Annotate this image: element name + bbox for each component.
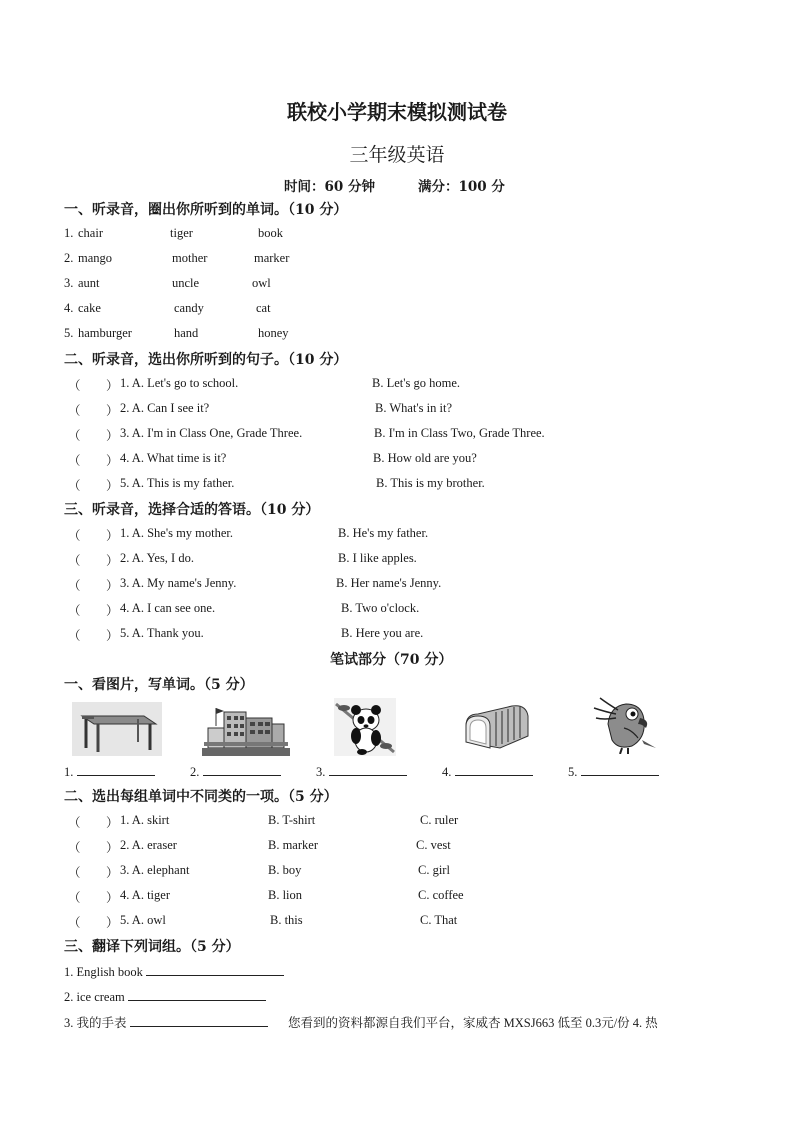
option-b: B. marker — [268, 838, 318, 852]
option-b: B. Her name's Jenny. — [336, 576, 442, 590]
option-b: B. T-shirt — [268, 813, 316, 827]
word-a: hamburger — [78, 326, 132, 340]
option-b: B. I'm in Class Two, Grade Three. — [374, 426, 545, 440]
watermark-text: 您看到的资料都源自我们平台，家威杏 MXSJ663 低至 0.3元/份 4. 热 — [288, 1016, 658, 1030]
option-a: 2. A. eraser — [120, 838, 177, 852]
option-b: B. Two o'clock. — [341, 601, 420, 615]
section-heading: 三、翻译下列词组。（5 分） — [64, 939, 240, 955]
option-b: B. lion — [268, 888, 303, 902]
panda-icon — [334, 698, 396, 756]
option-c: C. ruler — [420, 813, 459, 827]
answer-paren-close: ） — [106, 479, 119, 493]
answer-blank[interactable] — [581, 763, 659, 776]
answer-paren-open: （ — [68, 816, 81, 830]
option-b: B. I like apples. — [338, 551, 417, 565]
option-b: B. This is my brother. — [376, 476, 485, 490]
translation-item-2: 2. ice cream — [64, 988, 266, 1005]
answer-paren-open: （ — [68, 479, 81, 493]
page-subtitle: 三年级英语 — [349, 144, 445, 166]
word-c: owl — [252, 276, 271, 290]
row-number: 5. — [64, 326, 74, 340]
section-heading: 二、选出每组单词中不同类的一项。（5 分） — [64, 789, 338, 805]
answer-paren-close: ） — [106, 629, 119, 643]
word-c: book — [258, 226, 283, 240]
answer-paren-close: ） — [106, 604, 119, 618]
answer-paren-close: ） — [106, 404, 119, 418]
option-a: 4. A. What time is it? — [120, 451, 227, 465]
answer-paren-close: ） — [106, 891, 119, 905]
option-a: 4. A. tiger — [120, 888, 170, 902]
answer-paren-close: ） — [106, 554, 119, 568]
word-c: honey — [258, 326, 289, 340]
option-a: 5. A. owl — [120, 913, 166, 927]
answer-blank[interactable] — [77, 763, 155, 776]
answer-paren-open: （ — [68, 604, 81, 618]
answer-paren-close: ） — [106, 429, 119, 443]
picture-label-1: 1. — [64, 763, 155, 780]
answer-paren-close: ） — [106, 841, 119, 855]
answer-paren-open: （ — [68, 429, 81, 443]
row-number: 1. — [64, 226, 74, 240]
row-number: 2. — [64, 251, 74, 265]
option-b: B. How old are you? — [373, 451, 477, 465]
word-a: mango — [78, 251, 113, 265]
option-b: B. boy — [268, 863, 302, 877]
answer-paren-open: （ — [68, 579, 81, 593]
row-number: 3. — [64, 276, 74, 290]
answer-paren-open: （ — [68, 841, 81, 855]
answer-paren-open: （ — [68, 379, 81, 393]
option-a: 1. A. She's my mother. — [120, 526, 234, 540]
word-c: marker — [254, 251, 290, 265]
option-b: B. He's my father. — [338, 526, 429, 540]
word-b: tiger — [170, 226, 193, 240]
option-a: 1. A. skirt — [120, 813, 170, 827]
row-number: 4. — [64, 301, 74, 315]
word-a: aunt — [78, 276, 100, 290]
picture-label-2: 2. — [190, 763, 281, 780]
section-heading: 三、听录音，选择合适的答语。（10 分） — [64, 502, 320, 518]
option-b: B. What's in it? — [375, 401, 453, 415]
school-icon — [202, 704, 290, 756]
option-b: B. this — [270, 913, 303, 927]
translation-item-1: 1. English book — [64, 963, 284, 980]
bread-icon — [460, 698, 534, 754]
option-a: 1. A. Let's go to school. — [120, 376, 239, 390]
picture-label-3: 3. — [316, 763, 407, 780]
picture-label-5: 5. — [568, 763, 659, 780]
answer-paren-close: ） — [106, 379, 119, 393]
answer-blank[interactable] — [203, 763, 281, 776]
option-b: B. Let's go home. — [372, 376, 461, 390]
option-c: C. vest — [416, 838, 451, 852]
option-b: B. Here you are. — [341, 626, 424, 640]
table-icon — [72, 702, 162, 756]
option-a: 3. A. My name's Jenny. — [120, 576, 237, 590]
answer-paren-open: （ — [68, 554, 81, 568]
answer-paren-open: （ — [68, 866, 81, 880]
word-b: mother — [172, 251, 208, 265]
section-heading: 一、看图片，写单词。（5 分） — [64, 677, 254, 693]
answer-paren-open: （ — [68, 916, 81, 930]
answer-blank[interactable] — [130, 1014, 268, 1027]
option-c: C. That — [420, 913, 458, 927]
answer-paren-open: （ — [68, 454, 81, 468]
answer-blank[interactable] — [146, 963, 284, 976]
answer-paren-close: ） — [106, 454, 119, 468]
word-b: candy — [174, 301, 204, 315]
answer-paren-open: （ — [68, 891, 81, 905]
option-a: 2. A. Yes, I do. — [120, 551, 194, 565]
translation-item-3: 3. 我的手表 — [64, 1013, 268, 1031]
bird-icon — [588, 694, 660, 754]
picture-label-4: 4. — [442, 763, 533, 780]
answer-paren-close: ） — [106, 529, 119, 543]
answer-paren-close: ） — [106, 916, 119, 930]
option-a: 3. A. I'm in Class One, Grade Three. — [120, 426, 303, 440]
option-c: C. coffee — [418, 888, 464, 902]
word-b: hand — [174, 326, 199, 340]
option-a: 2. A. Can I see it? — [120, 401, 210, 415]
answer-paren-close: ） — [106, 866, 119, 880]
word-a: chair — [78, 226, 103, 240]
answer-blank[interactable] — [455, 763, 533, 776]
word-b: uncle — [172, 276, 200, 290]
answer-blank[interactable] — [128, 988, 266, 1001]
word-a: cake — [78, 301, 101, 315]
answer-paren-close: ） — [106, 816, 119, 830]
option-a: 3. A. elephant — [120, 863, 190, 877]
answer-paren-open: （ — [68, 529, 81, 543]
answer-paren-open: （ — [68, 404, 81, 418]
answer-blank[interactable] — [329, 763, 407, 776]
answer-paren-close: ） — [106, 579, 119, 593]
time-label: 时间：60 分钟 — [284, 179, 375, 195]
option-a: 5. A. This is my father. — [120, 476, 235, 490]
answer-paren-open: （ — [68, 629, 81, 643]
word-c: cat — [256, 301, 271, 315]
section-heading: 二、听录音，选出你所听到的句子。（10 分） — [64, 352, 348, 368]
option-a: 5. A. Thank you. — [120, 626, 204, 640]
section-heading: 一、听录音，圈出你所听到的单词。（10 分） — [64, 202, 348, 218]
score-label: 满分：100 分 — [418, 179, 505, 195]
page-title: 联校小学期末模拟测试卷 — [287, 100, 507, 124]
written-section-title: 笔试部分（70 分） — [330, 652, 453, 668]
option-a: 4. A. I can see one. — [120, 601, 216, 615]
option-c: C. girl — [418, 863, 450, 877]
